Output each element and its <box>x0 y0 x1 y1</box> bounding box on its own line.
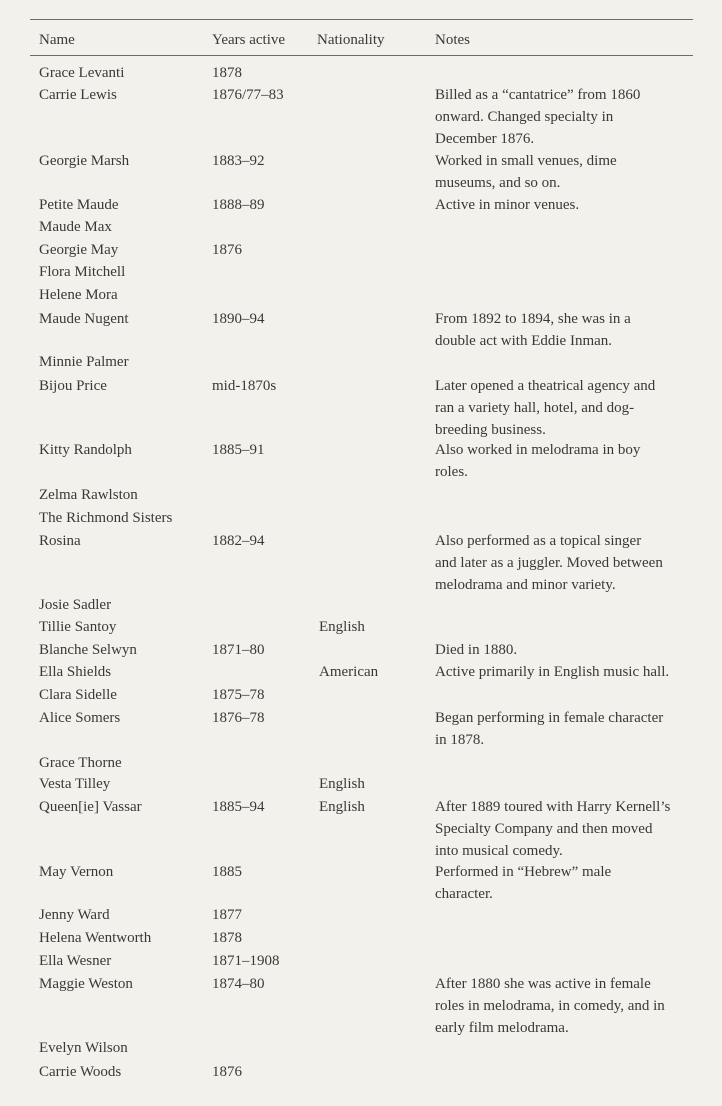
notes-line: museums, and so on. <box>435 175 561 191</box>
cell-name: Grace Levanti <box>39 65 125 81</box>
cell-name: Vesta Tilley <box>39 776 111 792</box>
cell-notes <box>435 707 697 751</box>
notes-line: After 1880 she was active in female <box>435 976 651 992</box>
top-rule <box>30 19 693 20</box>
notes-line: Billed as a “cantatrice” from 1860 <box>435 87 641 103</box>
cell-years-active: 1876 <box>212 1064 242 1080</box>
header-years-active: Years active <box>212 32 286 48</box>
notes-line: From 1892 to 1894, she was in a <box>435 311 631 327</box>
notes-line: double act with Eddie Inman. <box>435 333 613 349</box>
cell-name: Helena Wentworth <box>39 930 152 946</box>
notes-line: Active in minor venues. <box>435 197 580 213</box>
cell-notes <box>435 639 697 661</box>
cell-notes <box>435 150 697 194</box>
cell-years-active: 1871–80 <box>212 642 265 658</box>
cell-nationality: English <box>319 799 365 815</box>
cell-name: The Richmond Sisters <box>39 510 173 526</box>
cell-nationality: English <box>319 776 365 792</box>
cell-years-active: 1877 <box>212 907 242 923</box>
header-name: Name <box>39 32 75 48</box>
cell-name: Maude Max <box>39 219 112 235</box>
cell-name: Zelma Rawlston <box>39 487 138 503</box>
notes-line: and later as a juggler. Moved between <box>435 555 663 571</box>
cell-years-active: 1876/77–83 <box>212 87 284 103</box>
notes-line: After 1889 toured with Harry Kernell’s <box>435 799 671 815</box>
cell-name: Grace Thorne <box>39 755 122 771</box>
cell-nationality: American <box>319 664 379 680</box>
cell-name: Queen[ie] Vassar <box>39 799 142 815</box>
cell-notes <box>435 194 697 216</box>
cell-notes <box>435 308 697 352</box>
cell-years-active: 1885–94 <box>212 799 265 815</box>
cell-notes <box>435 861 697 905</box>
cell-name: Rosina <box>39 533 81 549</box>
cell-years-active: 1882–94 <box>212 533 265 549</box>
cell-name: Carrie Lewis <box>39 87 117 103</box>
header-nationality: Nationality <box>317 32 385 48</box>
cell-years-active: mid-1870s <box>212 378 277 394</box>
cell-notes <box>435 796 697 862</box>
cell-name: Alice Somers <box>39 710 121 726</box>
cell-notes <box>435 439 697 483</box>
notes-line: Specialty Company and then moved <box>435 821 653 837</box>
notes-line: Also performed as a topical singer <box>435 533 642 549</box>
cell-years-active: 1883–92 <box>212 153 265 169</box>
cell-notes <box>435 84 697 150</box>
notes-line: Also worked in melodrama in boy <box>435 442 641 458</box>
cell-years-active: 1871–1908 <box>212 953 280 969</box>
cell-name: Maude Nugent <box>39 311 129 327</box>
notes-line: onward. Changed specialty in <box>435 109 614 125</box>
notes-line: Died in 1880. <box>435 642 518 658</box>
cell-notes <box>435 375 697 441</box>
cell-years-active: 1890–94 <box>212 311 265 327</box>
cell-years-active: 1885–91 <box>212 442 265 458</box>
cell-name: Petite Maude <box>39 197 119 213</box>
notes-line: December 1876. <box>435 131 535 147</box>
cell-name: Flora Mitchell <box>39 264 126 280</box>
notes-line: into musical comedy. <box>435 843 563 859</box>
cell-notes <box>435 973 697 1039</box>
cell-name: Blanche Selwyn <box>39 642 137 658</box>
notes-line: character. <box>435 886 493 902</box>
cell-name: Georgie Marsh <box>39 153 130 169</box>
cell-name: Minnie Palmer <box>39 354 129 370</box>
cell-name: Clara Sidelle <box>39 687 117 703</box>
cell-years-active: 1876 <box>212 242 242 258</box>
notes-line: Began performing in female character <box>435 710 664 726</box>
cell-name: Kitty Randolph <box>39 442 132 458</box>
cell-name: Josie Sadler <box>39 597 112 613</box>
cell-years-active: 1875–78 <box>212 687 265 703</box>
notes-line: Active primarily in English music hall. <box>435 664 670 680</box>
notes-line: roles in melodrama, in comedy, and in <box>435 998 665 1014</box>
notes-line: early film melodrama. <box>435 1020 569 1036</box>
cell-name: Ella Shields <box>39 664 112 680</box>
cell-name: Carrie Woods <box>39 1064 122 1080</box>
cell-years-active: 1878 <box>212 930 242 946</box>
cell-name: Jenny Ward <box>39 907 110 923</box>
cell-notes <box>435 661 697 683</box>
cell-name: Georgie May <box>39 242 119 258</box>
header-rule <box>30 55 693 56</box>
notes-line: Later opened a theatrical agency and <box>435 378 656 394</box>
cell-years-active: 1878 <box>212 65 242 81</box>
cell-years-active: 1876–78 <box>212 710 265 726</box>
notes-line: Worked in small venues, dime <box>435 153 617 169</box>
notes-line: roles. <box>435 464 468 480</box>
notes-line: melodrama and minor variety. <box>435 577 616 593</box>
cell-name: Ella Wesner <box>39 953 112 969</box>
cell-name: Bijou Price <box>39 378 107 394</box>
cell-name: Helene Mora <box>39 287 118 303</box>
cell-name: Tillie Santoy <box>39 619 117 635</box>
cell-years-active: 1888–89 <box>212 197 265 213</box>
cell-name: Evelyn Wilson <box>39 1040 128 1056</box>
notes-line: Performed in “Hebrew” male <box>435 864 612 880</box>
notes-line: in 1878. <box>435 732 485 748</box>
header-notes: Notes <box>435 32 470 48</box>
cell-nationality: English <box>319 619 365 635</box>
cell-years-active: 1885 <box>212 864 242 880</box>
cell-name: Maggie Weston <box>39 976 133 992</box>
cell-name: May Vernon <box>39 864 114 880</box>
notes-line: breeding business. <box>435 422 546 438</box>
notes-line: ran a variety hall, hotel, and dog- <box>435 400 635 416</box>
cell-notes <box>435 530 697 596</box>
cell-years-active: 1874–80 <box>212 976 265 992</box>
